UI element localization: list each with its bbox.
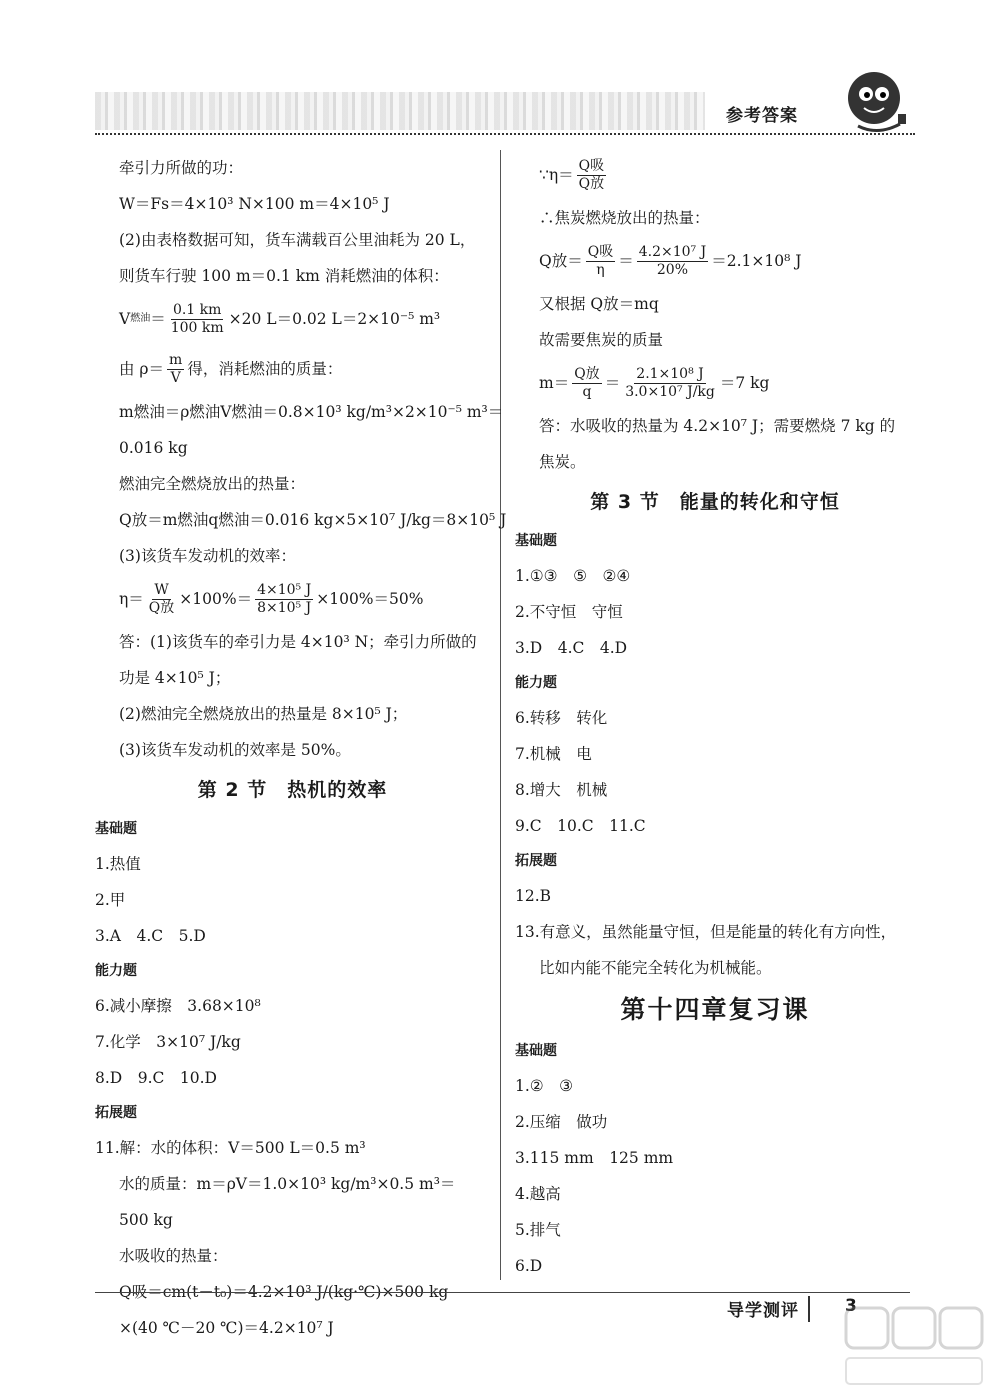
answer-line: 7.机械 电 [515, 745, 592, 763]
answer-line: 6.减小摩擦 3.68×10⁸ [95, 997, 261, 1015]
answer-line: 6.转移 转化 [515, 709, 608, 727]
formula-density [95, 344, 490, 394]
formula-text: 由 ρ＝ [119, 360, 165, 378]
footer-separator [808, 1296, 810, 1322]
text-line: 0.016 kg [119, 439, 188, 457]
numerator: 4.2×10⁷ J [638, 243, 707, 260]
answer-line: 7.化学 3×10⁷ J/kg [95, 1033, 241, 1051]
text-line: W＝Fs＝4×10³ N×100 m＝4×10⁵ J [119, 195, 390, 213]
formula-text: ＝ [150, 310, 166, 328]
denominator: 3.0×10⁷ J/kg [625, 383, 715, 400]
denominator: Q放 [148, 599, 175, 616]
answer-line: 水的质量：m＝ρV＝1.0×10³ kg/m³×0.5 m³＝ [119, 1175, 456, 1193]
footer-brand: 导学测评 [727, 1301, 799, 1321]
formula-text: m＝ [539, 374, 570, 392]
denominator: 8×10⁵ J [257, 599, 312, 616]
numerator: m [169, 351, 183, 368]
footer-rule [95, 1292, 910, 1293]
fraction [147, 582, 176, 617]
answer-line: 9.C 10.C 11.C [515, 817, 646, 835]
page-number: 3 [845, 1296, 857, 1316]
denominator: Q放 [578, 175, 605, 192]
numerator: Q吸 [578, 157, 605, 174]
answer-line: 4.越高 [515, 1185, 561, 1203]
answer-line: 3.A 4.C 5.D [95, 927, 206, 945]
text-line: 故需要焦炭的质量 [539, 331, 664, 349]
answer-line: 6.D [515, 1257, 543, 1275]
answer-line: 3.115 mm 125 mm [515, 1149, 674, 1167]
category-heading: 基础题 [515, 533, 557, 549]
text-line: 则货车行驶 100 m＝0.1 km 消耗燃油的体积： [119, 267, 449, 285]
formula-efficiency-definition [515, 150, 915, 200]
numerator: 4×10⁵ J [257, 581, 312, 598]
text-line: m燃油＝ρ燃油V燃油＝0.8×10³ kg/m³×2×10⁻⁵ m³＝ [119, 403, 504, 421]
formula-text: ＝2.1×10⁸ J [711, 252, 802, 270]
header-title: 参考答案 [726, 106, 798, 126]
answer-line: 8.增大 机械 [515, 781, 608, 799]
formula-text: ×100%＝50% [316, 590, 424, 608]
numerator: Q吸 [587, 243, 614, 260]
answer-line: 12.B [515, 887, 552, 905]
formula-text: Q放＝ [539, 252, 583, 270]
formula-subscript: 燃油 [130, 313, 151, 324]
answer-line: 1.② ③ [515, 1077, 574, 1095]
answer-line: ×(40 ℃－20 ℃)＝4.2×10⁷ J [119, 1319, 334, 1337]
formula-efficiency [95, 574, 490, 624]
formula-coke-mass [515, 358, 915, 408]
fraction [255, 582, 313, 617]
numerator: W [154, 581, 169, 598]
text-line: (3)该货车发动机的效率： [119, 547, 296, 565]
fraction [572, 366, 601, 401]
answer-line: 13.有意义，虽然能量守恒，但是能量的转化有方向性， [515, 923, 897, 941]
answer-line: 5.排气 [515, 1221, 561, 1239]
answer-line: Q吸＝cm(t－t₀)＝4.2×10³ J/(kg·℃)×500 kg [119, 1283, 449, 1301]
text-line: (3)该货车发动机的效率是 50%。 [119, 741, 351, 759]
header-decoration [95, 92, 705, 130]
answer-line: 2.甲 [95, 891, 126, 909]
section-title: 第 3 节 能量的转化和守恒 [590, 491, 840, 513]
formula-fuel-volume [95, 294, 490, 344]
answer-line: 比如内能不能完全转化为机械能。 [539, 959, 772, 977]
fraction [577, 158, 606, 193]
column-divider [500, 150, 501, 1280]
formula-text: ＝ [604, 374, 621, 392]
text-line: 答：水吸收的热量为 4.2×10⁷ J；需要燃烧 7 kg 的 [539, 417, 896, 435]
text-line: (2)由表格数据可知，货车满载百公里油耗为 20 L， [119, 231, 476, 249]
formula-text: ＝7 kg [719, 374, 770, 392]
text-line: 功是 4×10⁵ J； [119, 669, 231, 687]
fraction [586, 244, 615, 279]
formula-text: 得，消耗燃油的质量： [187, 360, 343, 378]
text-line: 又根据 Q放＝mq [539, 295, 659, 313]
answer-line: 1.①③ ⑤ ②④ [515, 567, 631, 585]
denominator: η [596, 261, 605, 278]
right-column [515, 150, 915, 1284]
category-heading: 基础题 [515, 1043, 557, 1059]
formula-text: ＝ [618, 252, 634, 270]
watermark-logo-icon [838, 1300, 988, 1390]
formula-text: η＝ [119, 590, 144, 608]
category-heading: 能力题 [95, 963, 137, 979]
formula-text: ×100%＝ [179, 590, 253, 608]
category-heading: 能力题 [515, 675, 557, 691]
chapter-title: 第十四章复习课 [620, 995, 810, 1024]
text-line: ∴焦炭燃烧放出的热量： [539, 209, 710, 227]
text-line: Q放＝m燃油q燃油＝0.016 kg×5×10⁷ J/kg＝8×10⁵ J [119, 511, 507, 529]
fraction [623, 366, 717, 401]
text-line: 焦炭。 [539, 453, 586, 471]
section-title: 第 2 节 热机的效率 [197, 779, 388, 801]
answer-line: 水吸收的热量： [119, 1247, 228, 1265]
mascot-icon [838, 60, 918, 140]
category-heading: 基础题 [95, 821, 137, 837]
text-line: 牵引力所做的功： [119, 159, 244, 177]
answer-line: 2.不守恒 守恒 [515, 603, 623, 621]
header-dotted-rule [95, 133, 915, 135]
denominator: 20% [656, 261, 689, 278]
formula-text: ∵η＝ [539, 166, 574, 184]
answer-line: 8.D 9.C 10.D [95, 1069, 217, 1087]
denominator: q [582, 383, 592, 400]
numerator: Q放 [574, 365, 600, 382]
fraction [167, 352, 184, 387]
denominator: 100 km [170, 319, 224, 336]
answer-line: 11.解：水的体积：V＝500 L＝0.5 m³ [95, 1139, 366, 1157]
fraction [637, 244, 708, 279]
category-heading: 拓展题 [95, 1105, 137, 1121]
text-line: (2)燃油完全燃烧放出的热量是 8×10⁵ J； [119, 705, 408, 723]
text-line: 答：(1)该货车的牵引力是 4×10³ N；牵引力所做的 [119, 633, 477, 651]
formula-text: ×20 L＝0.02 L＝2×10⁻⁵ m³ [228, 310, 441, 328]
answer-line: 3.D 4.C 4.D [515, 639, 628, 657]
formula-heat-released [515, 236, 915, 286]
answer-line: 1.热值 [95, 855, 141, 873]
answer-line: 2.压缩 做功 [515, 1113, 608, 1131]
text-line: 燃油完全燃烧放出的热量： [119, 475, 306, 493]
numerator: 0.1 km [172, 301, 222, 318]
answer-line: 500 kg [119, 1211, 173, 1229]
numerator: 2.1×10⁸ J [636, 365, 704, 382]
left-column [95, 150, 507, 1346]
fraction [169, 302, 226, 337]
denominator: V [170, 369, 181, 386]
category-heading: 拓展题 [515, 853, 557, 869]
formula-text: V [119, 310, 131, 328]
